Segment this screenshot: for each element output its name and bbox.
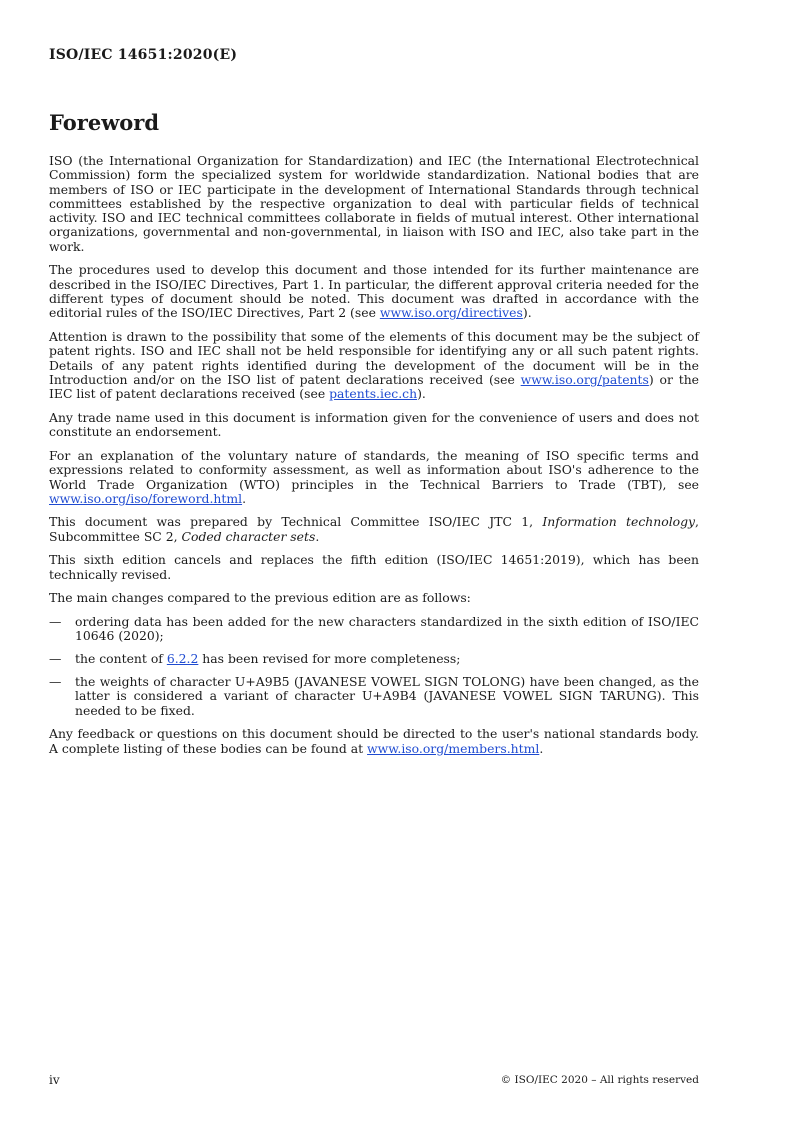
italic-committee-title: Information technology <box>542 514 696 530</box>
clause-6-2-2-link[interactable]: 6.2.2 <box>166 651 199 667</box>
paragraph-text: The procedures used to develop this document and those intended for its further maintenance are described in the ISO/IEC Directives, Part 1. In particular, the different approval criteria needed for the different types of document should be noted. This document was drafted in accordance with the editorial rules of the ISO/IEC Directives, Part 2 (see <box>49 262 699 321</box>
paragraph-procedures <box>49 263 699 320</box>
paragraph-end: . <box>242 490 247 506</box>
paragraph-feedback <box>49 727 699 756</box>
paragraph-trade-name: Any trade name used in this document is information given for the convenience of users and does not constitute an endorsement. <box>49 409 699 440</box>
paragraph-end: . <box>315 528 320 544</box>
list-item-text-before: the content of <box>75 651 167 667</box>
paragraph-text: Attention is drawn to the possibility that some of the elements of this document may be the subject of patent rights. ISO and IEC shall not be held responsible for identifying any or all such patent rights. Details of any patent rights identified during the development of the document will be in the Introduction and/or on the ISO list of patent declarations received (see <box>49 329 699 387</box>
page-number: iv <box>49 1073 60 1087</box>
paragraph-text: Any feedback or questions on this document should be directed to the user's national standards body. A complete listing of these bodies can be found at <box>49 726 699 756</box>
paragraph-organizations: ISO (the International Organization for Standardization) and IEC (the International Electrotechnical Commission) form the specialized system for worldwide standardization. National bodies that are members of ISO or IEC participate in the development of International Standards through technical committees established by the respective organization to deal with particular fields of technical activity. ISO and IEC technical committees collaborate in fields of mutual interest. Other international organizations, governmental and non-governmental, in liaison with ISO and IEC, also take part in the work. <box>49 153 699 254</box>
paragraph-text: ) or the IEC list of patent declarations received (see <box>49 371 700 402</box>
foreword-link[interactable]: www.iso.org/iso/foreword.html <box>49 490 243 506</box>
paragraph-patents <box>49 330 699 401</box>
paragraph-voluntary-nature <box>49 449 699 506</box>
list-item-text-after: has been revised for more completeness; <box>198 651 461 667</box>
paragraph-end: ). <box>522 305 532 321</box>
list-dash: — <box>49 674 62 690</box>
list-dash: — <box>49 651 62 667</box>
foreword-body <box>49 154 699 765</box>
paragraph-text: , Subcommittee SC 2, <box>49 514 699 544</box>
paragraph-edition: This sixth edition cancels and replaces the fifth edition (ISO/IEC 14651:2019), which has been technically revised. <box>49 552 699 582</box>
list-item-text: ordering data has been added for the new characters standardized in the sixth edition of ISO/IEC 10646 (2020); <box>75 614 699 644</box>
page-title: Foreword <box>49 110 160 135</box>
directives-link[interactable]: www.iso.org/directives <box>379 305 523 321</box>
list-item <box>49 652 699 666</box>
paragraph-text: This document was prepared by Technical Committee ISO/IEC JTC 1, <box>49 514 543 530</box>
copyright-notice: © ISO/IEC 2020 – All rights reserved <box>500 1074 699 1086</box>
paragraph-end: ). <box>417 386 426 402</box>
list-item <box>49 615 699 644</box>
changes-list <box>49 615 699 718</box>
document-id: ISO/IEC 14651:2020(E) <box>49 47 238 63</box>
list-item-text <box>75 652 699 666</box>
list-dash: — <box>49 614 62 630</box>
list-item-text: the weights of character U+A9B5 (JAVANESE VOWEL SIGN TOLONG) have been changed, as the latter is considered a variant of character U+A9B4 (JAVANESE VOWEL SIGN TARUNG). This needed to be fixed. <box>75 674 699 718</box>
italic-subcommittee-title: Coded character sets <box>181 528 316 544</box>
paragraph-prepared-by <box>49 515 699 544</box>
members-link[interactable]: www.iso.org/members.html <box>367 740 540 756</box>
iso-patents-link[interactable]: www.iso.org/patents <box>520 371 649 387</box>
paragraph-text: For an explanation of the voluntary nature of standards, the meaning of ISO specific terms and expressions related to conformity assessment, as well as information about ISO's adherence to the World Trade Organization (WTO) principles in the Technical Barriers to Trade (TBT), see <box>49 447 699 492</box>
paragraph-main-changes: The main changes compared to the previous edition are as follows: <box>49 590 471 606</box>
paragraph-end: . <box>539 740 544 756</box>
iec-patents-link[interactable]: patents.iec.ch <box>329 386 418 402</box>
list-item <box>49 675 699 718</box>
